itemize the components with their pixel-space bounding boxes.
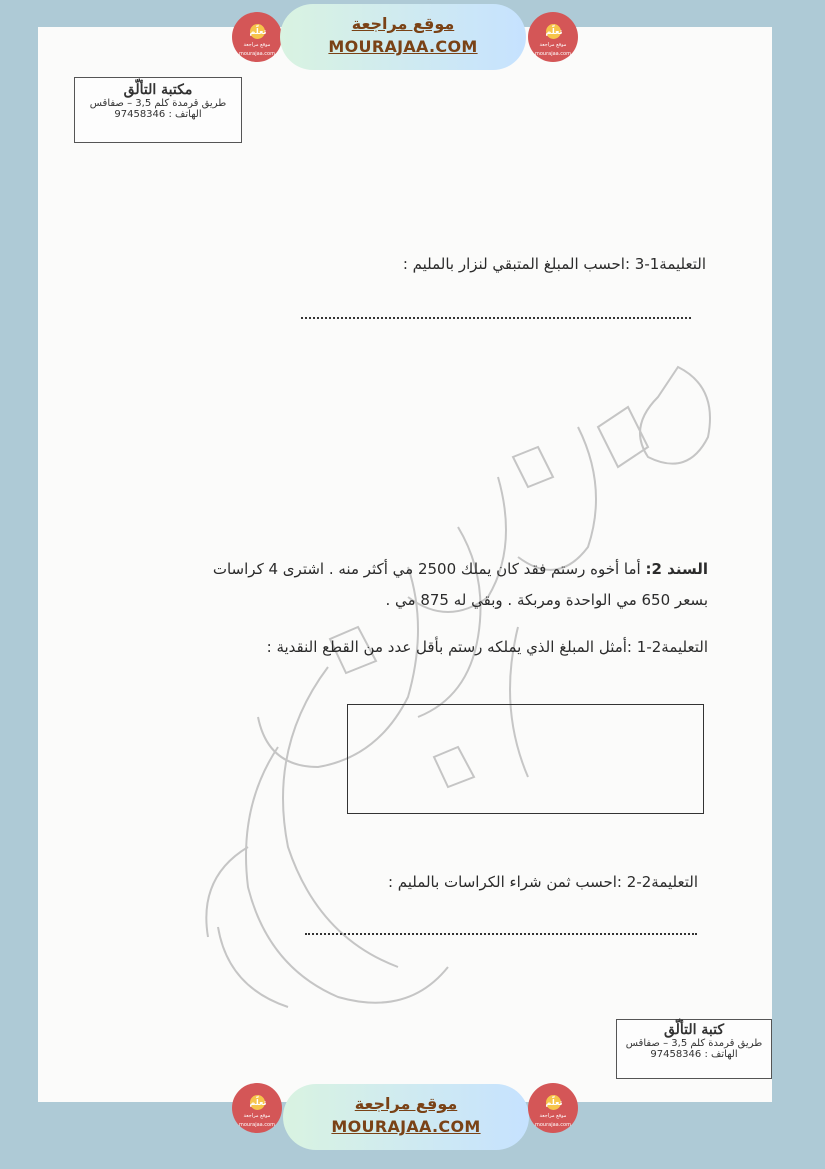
logo-mark-icon: تعلّم: [250, 1095, 265, 1110]
answer-box[interactable]: [347, 704, 704, 814]
site-logo-badge-right-bottom[interactable]: [528, 1083, 578, 1133]
logo-mark-icon: تعلّم: [546, 24, 561, 39]
stamp-name: مكتبة التألّق: [123, 82, 193, 98]
header-banner-link[interactable]: MOURAJAA.COM: [328, 37, 478, 56]
footer-banner[interactable]: [283, 1084, 529, 1150]
stamp-address: طريق قرمدة كلم 3,5 – صفاقس: [625, 1038, 763, 1049]
stamp-phone: الهاتف : 97458346: [114, 109, 202, 120]
answer-dotted-line-2: [305, 933, 697, 935]
site-logo-badge-left-bottom[interactable]: [232, 1083, 282, 1133]
library-stamp-top: [74, 77, 242, 143]
header-banner-arabic[interactable]: موقع مراجعة: [351, 14, 455, 33]
library-watermark: [158, 327, 758, 1027]
footer-banner-link[interactable]: MOURAJAA.COM: [331, 1117, 481, 1136]
library-stamp-bottom: [616, 1019, 772, 1079]
sanad-2-label: السند 2:: [645, 560, 708, 578]
logo-mark-icon: تعلّم: [250, 24, 265, 39]
badge-url: mourajaa.com: [534, 1122, 571, 1128]
badge-url: mourajaa.com: [238, 51, 275, 57]
sanad-2-text-1: أما أخوه رستم فقد كان يملك 2500 مي أكثر منه . اشترى 4 كراسات: [212, 560, 641, 578]
instruction-2-2: التعليمة2-2 :احسب ثمن شراء الكراسات بالمليم :: [387, 873, 698, 891]
answer-dotted-line-1: [301, 317, 691, 319]
header-banner[interactable]: [280, 4, 526, 70]
site-logo-badge-right-top[interactable]: [528, 12, 578, 62]
site-logo-badge-left-top[interactable]: [232, 12, 282, 62]
badge-text: موقع مراجعة: [243, 1113, 271, 1119]
footer-banner-arabic[interactable]: موقع مراجعة: [354, 1094, 458, 1113]
instruction-2-1: التعليمة2-1 :أمثل المبلغ الذي يملكه رستم بأقل عدد من القطع النقدية :: [266, 638, 708, 656]
stamp-address: طريق قرمدة كلم 3,5 – صفاقس: [89, 98, 227, 109]
logo-mark-icon: تعلّم: [546, 1095, 561, 1110]
stamp-phone: الهاتف : 97458346: [650, 1049, 738, 1060]
sanad-2-line-1: [213, 560, 708, 578]
badge-text: موقع مراجعة: [539, 1113, 567, 1119]
instruction-1-3: التعليمة1-3 :احسب المبلغ المتبقي لنزار بالمليم :: [402, 255, 706, 273]
sanad-2-line-2: بسعر 650 مي الواحدة ومربكة . وبقي له 875 مي .: [385, 591, 708, 609]
badge-url: mourajaa.com: [534, 51, 571, 57]
badge-text: موقع مراجعة: [539, 42, 567, 48]
worksheet-page: [38, 27, 772, 1102]
badge-text: موقع مراجعة: [243, 42, 271, 48]
badge-url: mourajaa.com: [238, 1122, 275, 1128]
stamp-name-short: كتبة التألّق: [663, 1022, 725, 1038]
